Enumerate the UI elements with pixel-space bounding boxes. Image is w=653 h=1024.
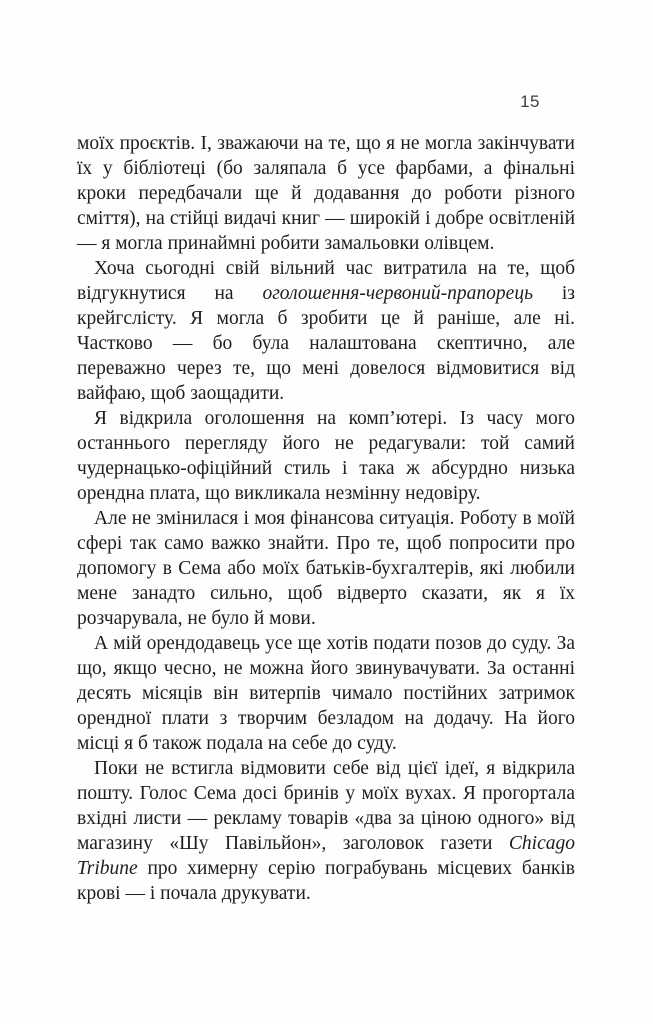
text-run: Я відкрила оголошення на комп’ютері. Із часу мого останнього перегляду його не редагували: той самий чудернацько-офіційний стиль і така ж абсурдно низька орендна плата, що викликала незмінну недовіру. — [77, 408, 575, 504]
paragraph — [77, 756, 575, 906]
paragraph — [77, 256, 575, 406]
paragraph — [77, 131, 575, 256]
page-text — [77, 131, 575, 906]
emphasized-text: Chicago Tribune — [77, 833, 575, 879]
paragraph — [77, 406, 575, 506]
text-run: Поки не встигла відмовити себе від цієї ідеї, я відкрила пошту. Голос Сема досі бринів у моїх вухах. Я прогортала вхідні листи — рекламу товарів «два за ціною одного» від магазину «Шу Павільйон», заголовок газети — [77, 758, 575, 854]
text-run: А мій орендодавець усе ще хотів подати позов до суду. За що, якщо чесно, не можна його звинувачувати. За останні десять місяців він витерпів чимало постійних затримок орендної плати з творчим безладом на додачу. На його місці я б також подала на себе до суду. — [77, 633, 575, 754]
paragraph — [77, 631, 575, 756]
text-run: моїх проєктів. І, зважаючи на те, що я не могла закінчувати їх у бібліотеці (бо заляпала б усе фарбами, а фінальні кроки передбачали ще й додавання до роботи різного сміття), на стійці видачі книг — широкій і добре освітленій — я могла принаймні робити замальовки олівцем. — [77, 133, 575, 254]
text-run: із крейгслісту. Я могла б зробити це й раніше, але ні. Частково — бо була налаштована скептично, але переважно через те, що мені довелося відмовитися від вайфаю, щоб заощадити. — [77, 283, 575, 404]
paragraph — [77, 506, 575, 631]
text-run: Але не змінилася і моя фінансова ситуація. Роботу в моїй сфері так само важко знайти. Про те, щоб попросити про допомогу в Сема або моїх батьків-бухгалтерів, які любили мене занадто сильно, щоб відверто сказати, як я їх розчарувала, не було й мови. — [77, 508, 575, 629]
emphasized-text: оголошення-червоний-прапорець — [262, 283, 533, 304]
text-run: про химерну серію пограбувань місцевих банків крові — і почала друкувати. — [77, 858, 575, 904]
text-run: Хоча сьогодні свій вільний час витратила на те, щоб відгукнутися на — [77, 258, 575, 304]
page-number: 15 — [520, 92, 540, 111]
